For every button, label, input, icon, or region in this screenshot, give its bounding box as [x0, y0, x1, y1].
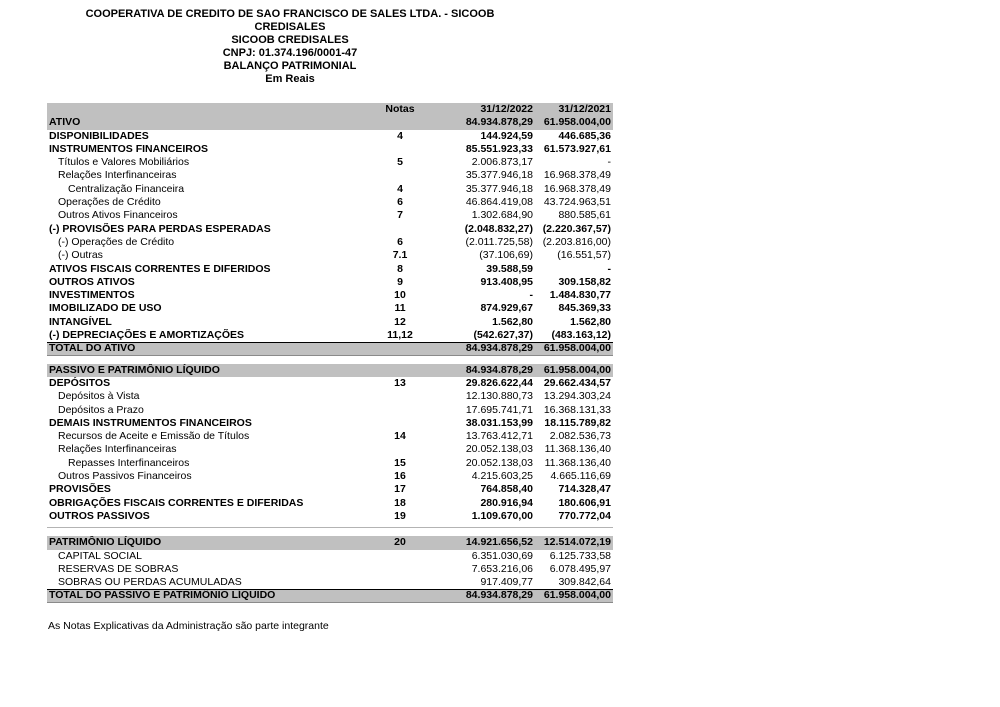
table-row — [47, 457, 613, 470]
table-row — [47, 143, 613, 156]
row-value-2022: 917.409,77 — [480, 576, 533, 589]
table-row — [47, 497, 613, 510]
table-row — [47, 576, 613, 589]
row-value-2022: 144.924,59 — [480, 129, 533, 142]
row-label: TOTAL DO ATIVO — [49, 342, 136, 355]
row-label: DEMAIS INSTRUMENTOS FINANCEIROS — [49, 416, 252, 429]
row-value-2021: 1.562,80 — [570, 315, 611, 328]
row-value-2022: 874.929,67 — [480, 302, 533, 315]
row-value-2022: 14.921.656,52 — [465, 536, 533, 549]
table-row — [47, 443, 613, 456]
row-value-2022: 39.588,59 — [486, 262, 533, 275]
row-value-2022: 6.351.030,69 — [471, 549, 533, 562]
row-value-2021: 770.772,04 — [558, 509, 611, 522]
row-value-2022: (2.048.832,27) — [464, 222, 533, 235]
cnpj: CNPJ: 01.374.196/0001-47 — [222, 47, 358, 59]
row-value-2021: 16.368.131,33 — [543, 403, 611, 416]
row-label: OUTROS PASSIVOS — [49, 509, 150, 522]
row-label: IMOBILIZADO DE USO — [49, 302, 162, 315]
row-nota: 10 — [394, 289, 406, 302]
table-row — [47, 249, 613, 262]
row-value-2021: (16.551,57) — [557, 249, 611, 262]
row-value-2022: 35.377.946,18 — [465, 182, 533, 195]
table-row — [47, 510, 613, 523]
row-value-2021: 61.958.004,00 — [543, 589, 611, 602]
table-row — [47, 364, 613, 377]
row-value-2021: 16.968.378,49 — [543, 169, 611, 182]
row-value-2022: 20.052.138,03 — [465, 456, 533, 469]
table-row — [47, 316, 613, 329]
row-label: DEPÓSITOS — [49, 376, 111, 389]
row-value-2021: 43.724.963,51 — [543, 196, 611, 209]
table-section-gap — [47, 356, 613, 364]
row-nota: 6 — [397, 235, 403, 248]
row-label: Recursos de Aceite e Emissão de Títulos — [58, 430, 250, 443]
row-value-2022: 46.864.419,08 — [465, 196, 533, 209]
row-label: Outros Ativos Financeiros — [58, 209, 178, 222]
row-value-2021: 309.842,64 — [558, 576, 611, 589]
row-label: Outros Passivos Financeiros — [58, 470, 192, 483]
row-value-2021: 4.665.116,69 — [550, 470, 611, 483]
row-value-2021: 180.606,91 — [558, 496, 611, 509]
row-value-2021: 880.585,61 — [558, 209, 611, 222]
row-nota: 18 — [394, 496, 406, 509]
row-label: RESERVAS DE SOBRAS — [58, 562, 179, 575]
row-label: PASSIVO E PATRIMÔNIO LÍQUIDO — [49, 363, 220, 376]
row-label: OUTROS ATIVOS — [49, 275, 135, 288]
row-value-2021: 2.082.536,73 — [549, 430, 611, 443]
row-label: (-) DEPRECIAÇÕES E AMORTIZAÇÕES — [49, 329, 245, 342]
table-row — [47, 589, 613, 602]
row-value-2022: 13.763.412,71 — [465, 430, 533, 443]
row-label: Relações Interfinanceiras — [58, 169, 177, 182]
row-value-2022: 12.130.880,73 — [465, 390, 533, 403]
table-row — [47, 430, 613, 443]
row-value-2022: 84.934.878,29 — [465, 342, 533, 355]
row-label: (-) Operações de Crédito — [58, 235, 175, 248]
row-value-2022: 764.858,40 — [480, 483, 533, 496]
row-label: (-) Outras — [58, 249, 103, 262]
table-row — [47, 289, 613, 302]
row-value-2022: 31/12/2022 — [480, 103, 533, 115]
table-row — [47, 302, 613, 315]
row-value-2021: - — [607, 262, 611, 275]
row-nota: 8 — [397, 262, 403, 275]
row-nota: 7 — [397, 209, 403, 222]
row-nota: 12 — [394, 315, 406, 328]
row-value-2021: (483.163,12) — [551, 329, 611, 342]
section-divider-line — [47, 527, 613, 528]
table-header-row — [47, 103, 613, 116]
row-value-2022: - — [529, 289, 533, 302]
row-label: SOBRAS OU PERDAS ACUMULADAS — [58, 576, 242, 589]
company-short-name: CREDISALES — [254, 21, 326, 33]
row-value-2022: 1.562,80 — [492, 315, 533, 328]
table-row — [47, 130, 613, 143]
row-nota: 13 — [394, 376, 406, 389]
row-nota: 4 — [397, 182, 403, 195]
row-value-2022: 17.695.741,71 — [465, 403, 533, 416]
row-value-2021: 11.368.136,40 — [544, 456, 611, 469]
row-value-2021: (2.203.816,00) — [542, 235, 611, 248]
row-value-2021: (2.220.367,57) — [542, 222, 611, 235]
row-nota: 11,12 — [387, 329, 413, 342]
currency-note: Em Reais — [265, 73, 315, 85]
table-row — [47, 223, 613, 236]
table-row — [47, 377, 613, 390]
row-value-2022: 85.551.923,33 — [465, 142, 533, 155]
table-row — [47, 236, 613, 249]
row-label: Títulos e Valores Mobiliários — [58, 156, 190, 169]
row-value-2021: 6.125.733,58 — [549, 549, 611, 562]
table-row — [47, 390, 613, 403]
row-value-2022: 280.916,94 — [480, 496, 533, 509]
table-row — [47, 536, 613, 549]
statement-title: BALANÇO PATRIMONIAL — [223, 60, 357, 72]
table-row — [47, 483, 613, 496]
row-label: Depósitos à Vista — [58, 390, 140, 403]
row-nota: 16 — [394, 470, 406, 483]
row-nota: 11 — [394, 302, 406, 315]
table-row — [47, 169, 613, 182]
row-label: ATIVO — [49, 116, 81, 129]
row-nota: 20 — [394, 536, 406, 549]
row-label: PATRIMÔNIO LÍQUIDO — [49, 536, 162, 549]
explanatory-note: As Notas Explicativas da Administração são parte integrante — [48, 620, 329, 632]
row-label: PROVISÕES — [49, 483, 111, 496]
row-value-2021: 61.573.927,61 — [543, 142, 611, 155]
row-value-2021: 31/12/2021 — [558, 103, 611, 115]
row-value-2021: 6.078.495,97 — [549, 562, 611, 575]
row-value-2021: 61.958.004,00 — [543, 342, 611, 355]
row-value-2022: 1.109.670,00 — [471, 509, 533, 522]
row-value-2022: 84.934.878,29 — [465, 116, 533, 129]
row-label: INVESTIMENTOS — [49, 289, 135, 302]
row-value-2021: 446.685,36 — [558, 129, 611, 142]
row-label: ATIVOS FISCAIS CORRENTES E DIFERIDOS — [49, 262, 271, 275]
row-label: Relações Interfinanceiras — [58, 443, 177, 456]
row-value-2022: 20.052.138,03 — [465, 443, 533, 456]
table-row — [47, 417, 613, 430]
table-row — [47, 116, 613, 129]
row-value-2021: 1.484.830,77 — [549, 289, 611, 302]
row-label: Centralização Financeira — [68, 182, 185, 195]
row-nota: 9 — [397, 275, 403, 288]
row-value-2022: 2.006.873,17 — [471, 156, 533, 169]
row-value-2022: (2.011.725,58) — [465, 235, 533, 248]
row-value-2022: 7.653.216,06 — [471, 562, 533, 575]
table-row — [47, 470, 613, 483]
table-row — [47, 263, 613, 276]
balance-table — [47, 103, 613, 603]
table-row — [47, 183, 613, 196]
row-label: OBRIGAÇÕES FISCAIS CORRENTES E DIFERIDAS — [49, 496, 304, 509]
table-row — [47, 276, 613, 289]
row-nota: 5 — [397, 156, 403, 169]
row-value-2021: 18.115.789,82 — [544, 416, 611, 429]
row-value-2021: 61.958.004,00 — [543, 363, 611, 376]
row-nota: 6 — [397, 196, 403, 209]
row-label: TOTAL DO PASSIVO E PATRIMÔNIO LÍQUIDO — [49, 589, 276, 602]
row-value-2021: 11.368.136,40 — [544, 443, 611, 456]
row-nota: 15 — [394, 456, 406, 469]
table-row — [47, 329, 613, 342]
row-nota: Notas — [385, 103, 415, 115]
table-row — [47, 550, 613, 563]
row-nota: 7.1 — [392, 249, 408, 262]
row-value-2021: 12.514.072,19 — [543, 536, 611, 549]
row-nota: 4 — [397, 129, 403, 142]
table-row — [47, 196, 613, 209]
row-value-2022: 38.031.153,99 — [465, 416, 533, 429]
row-label: (-) PROVISÕES PARA PERDAS ESPERADAS — [49, 222, 271, 235]
row-value-2021: - — [607, 156, 611, 169]
row-value-2022: 4.215.603,25 — [471, 470, 533, 483]
table-row — [47, 342, 613, 355]
row-value-2022: (37.106,69) — [479, 249, 533, 262]
table-section-rule — [47, 523, 613, 536]
row-value-2021: 16.968.378,49 — [543, 182, 611, 195]
row-value-2022: 913.408,95 — [480, 275, 533, 288]
row-label: DISPONIBILIDADES — [49, 129, 149, 142]
row-value-2022: 1.302.684,90 — [471, 209, 533, 222]
table-row — [47, 404, 613, 417]
table-row — [47, 563, 613, 576]
row-label: Operações de Crédito — [58, 196, 161, 209]
row-value-2021: 309.158,82 — [558, 275, 611, 288]
row-value-2021: 61.958.004,00 — [543, 116, 611, 129]
row-value-2022: (542.627,37) — [473, 329, 533, 342]
row-label: Depósitos a Prazo — [58, 403, 144, 416]
table-row — [47, 156, 613, 169]
cooperative-name: SICOOB CREDISALES — [231, 34, 349, 46]
row-value-2022: 84.934.878,29 — [465, 589, 533, 602]
row-value-2021: 845.369,33 — [558, 302, 611, 315]
row-value-2021: 13.294.303,24 — [543, 390, 611, 403]
row-nota: 14 — [394, 430, 406, 443]
row-nota: 17 — [394, 483, 406, 496]
row-label: CAPITAL SOCIAL — [58, 549, 143, 562]
row-value-2021: 29.662.434,57 — [543, 376, 611, 389]
row-value-2022: 84.934.878,29 — [465, 363, 533, 376]
row-nota: 19 — [394, 509, 406, 522]
row-label: INSTRUMENTOS FINANCEIROS — [49, 142, 209, 155]
table-row — [47, 209, 613, 222]
row-label: Repasses Interfinanceiros — [68, 456, 190, 469]
document-header — [40, 8, 540, 86]
row-value-2022: 35.377.946,18 — [465, 169, 533, 182]
row-value-2021: 714.328,47 — [558, 483, 611, 496]
company-name: COOPERATIVA DE CREDITO DE SAO FRANCISCO DE SALES LTDA. - SICOOB — [85, 8, 495, 20]
row-value-2022: 29.826.622,44 — [465, 376, 533, 389]
row-label: INTANGÍVEL — [49, 315, 112, 328]
